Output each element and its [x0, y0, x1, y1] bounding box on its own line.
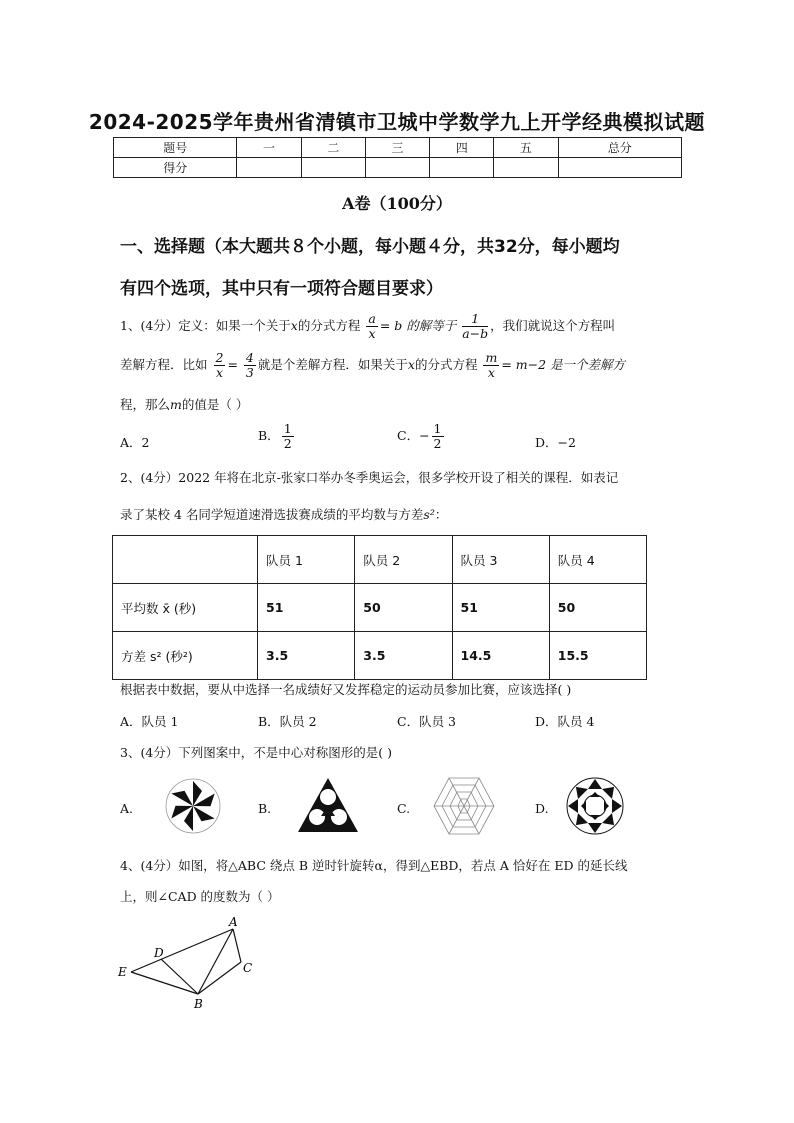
score-header-cell: 四 — [430, 138, 494, 158]
q4-line1: 4、(4分）如图，将△ABC 绕点 B 逆时针旋转α，得到△EBD，若点 A 恰好在 ED 的延长线 — [120, 858, 628, 873]
fraction — [483, 351, 499, 380]
q1-line2 — [120, 351, 680, 380]
q1-option-b[interactable] — [258, 422, 296, 451]
table-cell: 3.5 — [258, 632, 355, 680]
ring-arrows-figure[interactable] — [565, 776, 625, 836]
table-row — [113, 536, 647, 584]
fraction — [432, 422, 444, 451]
fraction — [282, 422, 294, 451]
q3-option-a[interactable]: A. — [120, 801, 134, 816]
q1-option-c[interactable] — [397, 422, 446, 451]
page-title: 2024-2025学年贵州省清镇市卫城中学数学九上开学经典模拟试题 — [88, 110, 706, 134]
fraction-denominator: 3 — [245, 365, 254, 380]
fraction-numerator: 1 — [283, 421, 292, 436]
q2-text: 录了某校 4 名同学短道速滑选拔赛成绩的平均数与方差 — [120, 507, 424, 522]
fraction-denominator: 2 — [433, 436, 442, 451]
point-label-a: A — [229, 915, 238, 929]
q1-line1 — [120, 312, 680, 341]
q3-option-c[interactable]: C. — [397, 801, 411, 816]
pinwheel-figure[interactable] — [164, 777, 222, 835]
q1-text: 1、(4分）定义：如果一个关于 — [120, 318, 291, 333]
fraction-denominator: x — [487, 365, 495, 380]
q1-var-m: m — [170, 397, 182, 412]
q3-line1: 3、(4分）下列图案中，不是中心对称图形的是( ) — [120, 745, 393, 760]
q2-line2 — [120, 506, 447, 524]
q1-text: = m−2 是一个差解方 — [501, 357, 626, 372]
score-cell — [301, 158, 365, 178]
q2-text: ： — [434, 507, 448, 522]
q1-text: 程，那么 — [120, 397, 171, 412]
table-row — [113, 584, 647, 632]
score-header-cell: 二 — [301, 138, 365, 158]
score-cell — [494, 158, 558, 178]
fraction-numerator: 4 — [245, 350, 254, 365]
option-label: C．− — [397, 428, 430, 443]
q2-var-s2: s² — [423, 507, 435, 522]
score-header-cell: 总分 — [558, 138, 681, 158]
fraction — [244, 351, 256, 380]
q1-text: = b 的解等于 — [379, 318, 457, 333]
score-header-cell: 一 — [237, 138, 301, 158]
table-header: 队员 1 — [258, 536, 355, 584]
table-cell: 15.5 — [549, 632, 646, 680]
table-cell: 51 — [452, 584, 549, 632]
q1-var-x: x — [290, 318, 298, 333]
q2-line3: 根据表中数据，要从中选择一名成绩好又发挥稳定的运动员参加比赛，应该选择( ) — [120, 682, 572, 697]
score-header-cell: 五 — [494, 138, 558, 158]
score-header-cell: 题号 — [114, 138, 237, 158]
q1-text: 差解方程．比如 — [120, 357, 208, 372]
q1-text: 的值是（ ） — [181, 397, 249, 412]
score-cell — [365, 158, 429, 178]
score-cell — [430, 158, 494, 178]
fraction-denominator: 2 — [283, 436, 292, 451]
option-label: B． — [258, 428, 280, 443]
point-label-d: D — [154, 946, 164, 960]
triangle-circles-figure[interactable] — [296, 776, 360, 834]
fraction-numerator: 1 — [462, 312, 488, 327]
fraction-numerator: m — [485, 350, 498, 365]
triangle-rotation-diagram — [112, 912, 272, 1018]
score-header-row — [114, 138, 682, 158]
point-label-c: C — [243, 961, 253, 975]
q1-text: = — [227, 357, 238, 372]
q3-option-b[interactable]: B. — [258, 801, 272, 816]
table-header: 队员 2 — [355, 536, 452, 584]
table-cell: 50 — [355, 584, 452, 632]
fraction-denominator: x — [368, 326, 376, 341]
q3-option-d[interactable]: D. — [535, 801, 549, 816]
q1-option-d[interactable]: D．−2 — [535, 435, 576, 450]
point-label-e: E — [118, 965, 127, 979]
score-header-cell: 三 — [365, 138, 429, 158]
q2-option-c[interactable]: C．队员 3 — [397, 714, 456, 729]
score-row — [114, 158, 682, 178]
table-row — [113, 632, 647, 680]
q2-option-d[interactable]: D．队员 4 — [535, 714, 595, 729]
section-a-title: A卷（100分） — [342, 194, 452, 213]
hexagon-web-figure[interactable] — [432, 776, 496, 836]
fraction-numerator: 2 — [215, 350, 224, 365]
q1-text: ，我们就说这个方程叫 — [490, 318, 616, 333]
q1-line3 — [120, 396, 248, 414]
table-header: 队员 4 — [549, 536, 646, 584]
score-table — [113, 137, 682, 178]
table-row-label: 方差 s² (秒²) — [113, 632, 258, 680]
q1-var-x: x — [407, 357, 415, 372]
fraction-denominator: a−b — [462, 326, 489, 341]
q1-option-a[interactable]: A．2 — [120, 435, 150, 450]
table-cell: 14.5 — [452, 632, 549, 680]
q2-data-table — [112, 535, 647, 680]
q1-text: 就是个差解方程．如果关于 — [257, 357, 408, 372]
q2-line1: 2、(4分）2022 年将在北京-张家口举办冬季奥运会，很多学校开设了相关的课程．如表记 — [120, 470, 619, 485]
point-label-b: B — [194, 997, 203, 1011]
table-header: 队员 3 — [452, 536, 549, 584]
table-cell — [113, 536, 258, 584]
fraction — [214, 351, 226, 380]
score-cell — [237, 158, 301, 178]
score-cell — [558, 158, 681, 178]
table-cell: 51 — [258, 584, 355, 632]
q1-text: 的分式方程 — [297, 318, 361, 333]
fraction-denominator: x — [215, 365, 223, 380]
table-row-label: 平均数 x̄ (秒) — [113, 584, 258, 632]
table-cell: 3.5 — [355, 632, 452, 680]
table-cell: 50 — [549, 584, 646, 632]
section1-line1: 一、选择题（本大题共８个小题，每小题４分，共32分，每小题均 — [120, 237, 620, 257]
q4-line2: 上，则∠CAD 的度数为（ ） — [120, 889, 280, 904]
score-row-label: 得分 — [114, 158, 237, 178]
fraction-numerator: a — [368, 311, 376, 326]
q2-option-b[interactable]: B．队员 2 — [258, 714, 317, 729]
section1-line2: 有四个选项，其中只有一项符合题目要求） — [120, 279, 443, 299]
q2-option-a[interactable]: A．队员 1 — [120, 714, 179, 729]
fraction — [462, 312, 488, 341]
fraction-numerator: 1 — [433, 421, 442, 436]
fraction — [366, 312, 377, 341]
q1-text: 的分式方程 — [414, 357, 478, 372]
